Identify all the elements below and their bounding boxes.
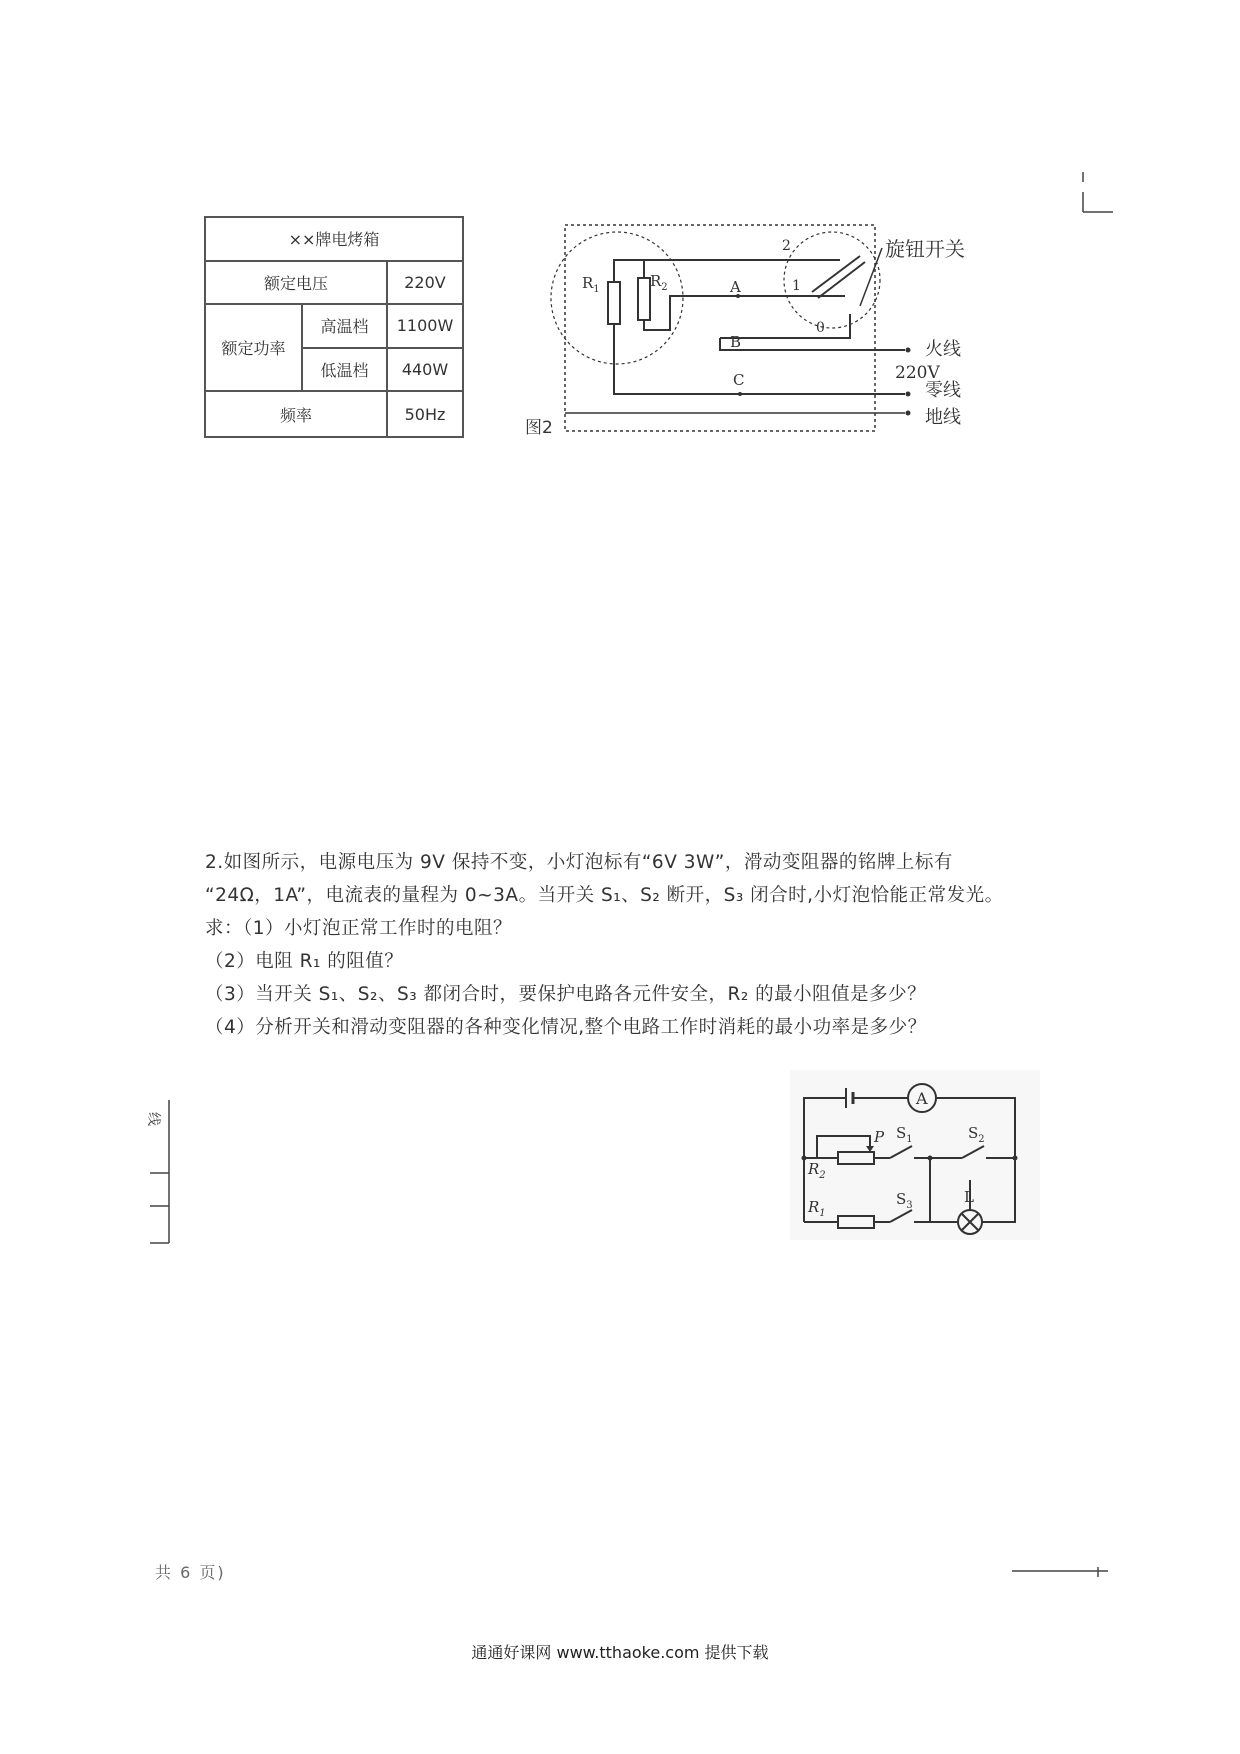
r1-label: $R_1$: [582, 274, 600, 295]
neutral-wire-label: 零线: [925, 380, 961, 401]
problem-2: [205, 846, 1105, 1044]
footer-text: 通通好课网 www.tthaoke.com 提供下载: [471, 1643, 769, 1662]
problem-line-5: （3）当开关 S₁、S₂、S₃ 都闭合时，要保护电路各元件安全，R₂ 的最小阻值是多少？: [205, 984, 927, 1005]
frequency-value: 50Hz: [387, 391, 463, 437]
lamp-label: L: [964, 1188, 974, 1206]
problem-line-1: 2.如图所示，电源电压为 9V 保持不变，小灯泡标有“6V 3W”，滑动变阻器的铭牌上标有: [205, 852, 953, 873]
table-title: ××牌电烤箱: [205, 217, 463, 261]
point-a-label: A: [730, 278, 741, 296]
low-temp-value: 440W: [387, 348, 463, 392]
r2-label: $R_2$: [808, 1160, 826, 1181]
slider-label: P: [874, 1128, 885, 1146]
corner-mark-top: [1080, 170, 1120, 215]
problem-circuit-diagram: [790, 1070, 1040, 1240]
rated-voltage-label: 额定电压: [205, 261, 387, 305]
switch-pos-1: 1: [792, 278, 801, 294]
low-temp-label: 低温档: [302, 348, 387, 392]
page-count: 共 6 页): [155, 1563, 226, 1582]
switch-pos-0: 0: [816, 320, 825, 336]
oven-spec-table: [204, 216, 464, 438]
oven-circuit-diagram: [520, 218, 990, 443]
problem-line-2: “24Ω，1A”，电流表的量程为 0~3A。当开关 S₁、S₂ 断开，S₃ 闭合时,小灯泡恰能正常发光。: [205, 885, 1004, 906]
r1-label: $R_1$: [808, 1198, 826, 1219]
live-wire-label: 火线: [925, 339, 961, 360]
point-c-label: C: [733, 371, 745, 389]
problem-line-6: （4）分析开关和滑动变阻器的各种变化情况,整个电路工作时消耗的最小功率是多少？: [205, 1017, 927, 1038]
s1-label: $S_1$: [896, 1124, 913, 1145]
margin-text: 线: [145, 1112, 161, 1126]
knob-switch-label: 旋钮开关: [885, 237, 965, 261]
point-b-label: B: [730, 333, 742, 351]
problem-line-4: （2）电阻 R₁ 的阻值？: [205, 951, 404, 972]
figure-caption: 图2: [525, 418, 553, 438]
margin-box-fragment: [145, 1098, 175, 1248]
switch-pos-2: 2: [782, 238, 791, 254]
s2-label: $S_2$: [968, 1124, 985, 1145]
s3-label: $S_3$: [896, 1190, 913, 1211]
voltage-label: 220V: [895, 363, 940, 383]
rated-voltage-value: 220V: [387, 261, 463, 305]
problem-line-3: 求：（1）小灯泡正常工作时的电阻？: [205, 918, 513, 939]
rated-power-label: 额定功率: [205, 304, 302, 391]
high-temp-value: 1100W: [387, 304, 463, 348]
high-temp-label: 高温档: [302, 304, 387, 348]
earth-wire-label: 地线: [925, 407, 961, 428]
r2-label: $R_2$: [650, 272, 668, 293]
ammeter-label: A: [916, 1089, 928, 1108]
frequency-label: 频率: [205, 391, 387, 437]
corner-mark-bottom: [1010, 1565, 1110, 1580]
